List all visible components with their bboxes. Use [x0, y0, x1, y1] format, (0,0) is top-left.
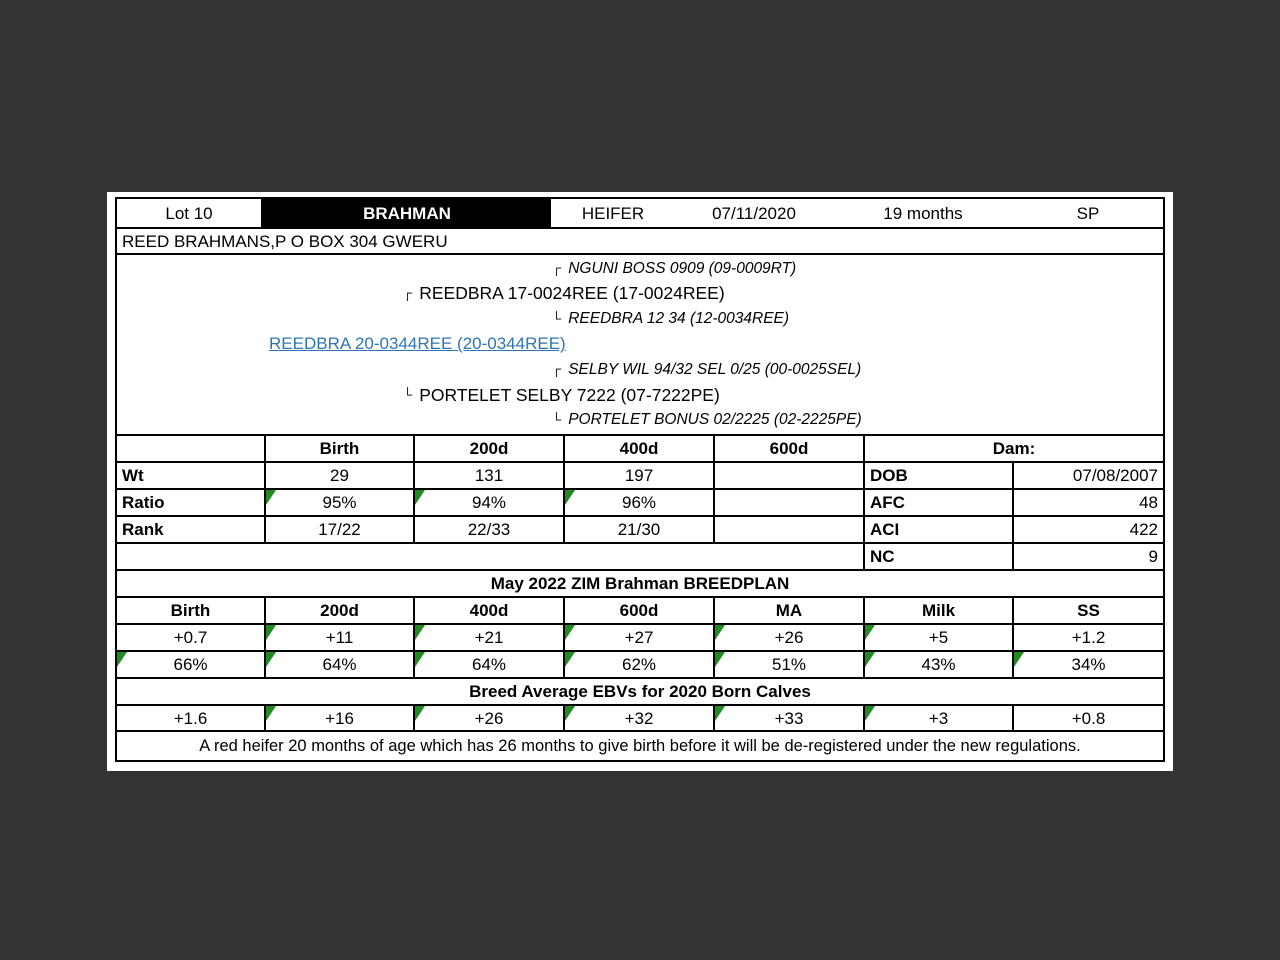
- ebv-ss: +1.2: [1071, 628, 1106, 647]
- acc-ma: 51%: [715, 652, 865, 677]
- pedigree-name: SELBY WIL 94/32 SEL 0/25 (00-0025SEL): [568, 360, 862, 378]
- row-label-wt: Wt: [117, 463, 266, 488]
- wt-row: [117, 463, 1163, 490]
- pedigree-animal: [117, 332, 1163, 357]
- age-label: 19 months: [883, 203, 963, 223]
- dam-afc-value: 48: [1139, 493, 1158, 512]
- acc-400d: 64%: [415, 652, 565, 677]
- branch-top-icon: ┌: [552, 260, 562, 276]
- pedigree-dam-dam: [117, 408, 1163, 433]
- ratio-row: [117, 490, 1163, 517]
- branch-bottom-icon: └: [403, 386, 413, 402]
- ebv-birth: +0.7: [117, 625, 266, 650]
- pedigree-sire: [117, 281, 1163, 306]
- status-code: SP: [1076, 203, 1100, 223]
- pedigree-name: REEDBRA 17-0024REE (17-0024REE): [419, 283, 725, 304]
- breedplan-header-row: [117, 598, 1163, 625]
- breedplan-title-row: [117, 571, 1163, 598]
- rank-row: [117, 517, 1163, 544]
- note-row: [117, 732, 1163, 760]
- col-400d: 400d: [565, 436, 715, 461]
- ebv-ma: +26: [715, 625, 865, 650]
- avg-400d: +26: [415, 706, 565, 730]
- ebv-200d: +11: [266, 625, 415, 650]
- lot-number: Lot 10: [117, 199, 263, 227]
- breed-badge: BRAHMAN: [263, 199, 551, 227]
- ebv-col-600d: 600d: [565, 598, 715, 623]
- pedigree-name: REEDBRA 12 34 (12-0034REE): [568, 310, 790, 328]
- avg-600d: +32: [565, 706, 715, 730]
- breed-avg-title: Breed Average EBVs for 2020 Born Calves: [469, 682, 811, 701]
- ebv-col-400d: 400d: [415, 598, 565, 623]
- rank-200d: 22/33: [415, 517, 565, 542]
- note-text: A red heifer 20 months of age which has 26 months to give birth before it will be de-registered under the new regulations.: [199, 736, 1081, 755]
- breedplan-title: May 2022 ZIM Brahman BREEDPLAN: [490, 574, 790, 593]
- wt-200d: 131: [415, 463, 565, 488]
- avg-milk: +3: [865, 706, 1014, 730]
- avg-200d: +16: [266, 706, 415, 730]
- catalog-sheet: [107, 192, 1173, 771]
- lot-table: [115, 197, 1165, 762]
- branch-top-icon: ┌: [552, 361, 562, 377]
- dam-aci-label: ACI: [865, 517, 1014, 542]
- dam-afc-label: AFC: [865, 490, 1014, 515]
- ebv-600d: +27: [565, 625, 715, 650]
- pedigree-dam-sire: [117, 357, 1163, 382]
- breed-avg-title-row: [117, 679, 1163, 706]
- wt-600d: [715, 463, 865, 488]
- ebv-values-row: [117, 625, 1163, 652]
- ebv-col-200d: 200d: [266, 598, 415, 623]
- owner-row: [117, 229, 1163, 255]
- rank-400d: 21/30: [565, 517, 715, 542]
- breed-avg-values-row: [117, 706, 1163, 732]
- animal-link[interactable]: REEDBRA 20-0344REE (20-0344REE): [269, 334, 566, 354]
- blank-cell: [117, 544, 865, 569]
- dam-aci-value: 422: [1129, 520, 1158, 539]
- avg-ss: +0.8: [1071, 708, 1106, 728]
- blank-cell: [117, 436, 266, 461]
- row-label-rank: Rank: [117, 517, 266, 542]
- owner-name: REED BRAHMANS,P O BOX 304 GWERU: [122, 231, 448, 251]
- branch-top-icon: ┌: [403, 285, 413, 301]
- row-label-ratio: Ratio: [117, 490, 266, 515]
- branch-bottom-icon: └: [552, 411, 562, 427]
- rank-600d: [715, 517, 865, 542]
- ratio-birth: 95%: [266, 490, 415, 515]
- ratio-600d: [715, 490, 865, 515]
- col-dam: Dam:: [992, 439, 1036, 458]
- col-200d: 200d: [415, 436, 565, 461]
- sex-label: HEIFER: [581, 203, 645, 223]
- ratio-200d: 94%: [415, 490, 565, 515]
- weights-header-row: [117, 436, 1163, 463]
- pedigree-sire-dam: [117, 307, 1163, 332]
- dam-dob-value: 07/08/2007: [1072, 466, 1158, 485]
- acc-milk: 43%: [865, 652, 1014, 677]
- dam-nc-value: 9: [1148, 547, 1158, 566]
- identity-row: [117, 199, 1163, 229]
- col-birth: Birth: [266, 436, 415, 461]
- avg-ma: +33: [715, 706, 865, 730]
- pedigree-dam: [117, 382, 1163, 407]
- wt-birth: 29: [266, 463, 415, 488]
- pedigree-name: PORTELET SELBY 7222 (07-7222PE): [419, 384, 720, 405]
- acc-200d: 64%: [266, 652, 415, 677]
- branch-bottom-icon: └: [552, 310, 562, 326]
- ratio-400d: 96%: [565, 490, 715, 515]
- dam-dob-label: DOB: [865, 463, 1014, 488]
- birth-date: 07/11/2020: [712, 203, 796, 223]
- ebv-accuracy-row: [117, 652, 1163, 679]
- rank-birth: 17/22: [266, 517, 415, 542]
- pedigree-block: [117, 255, 1163, 436]
- ebv-col-ss: SS: [1077, 601, 1100, 620]
- ebv-milk: +5: [865, 625, 1014, 650]
- ebv-col-milk: Milk: [865, 598, 1014, 623]
- acc-birth: 66%: [117, 652, 266, 677]
- wt-400d: 197: [565, 463, 715, 488]
- col-600d: 600d: [715, 436, 865, 461]
- ebv-400d: +21: [415, 625, 565, 650]
- avg-birth: +1.6: [117, 706, 266, 730]
- pedigree-name: NGUNI BOSS 0909 (09-0009RT): [568, 259, 797, 277]
- ebv-col-birth: Birth: [117, 598, 266, 623]
- nc-row: [117, 544, 1163, 571]
- pedigree-name: PORTELET BONUS 02/2225 (02-2225PE): [568, 411, 862, 429]
- dam-nc-label: NC: [865, 544, 1014, 569]
- acc-600d: 62%: [565, 652, 715, 677]
- pedigree-sire-sire: [117, 256, 1163, 281]
- ebv-col-ma: MA: [715, 598, 865, 623]
- acc-ss: 34%: [1014, 652, 1163, 677]
